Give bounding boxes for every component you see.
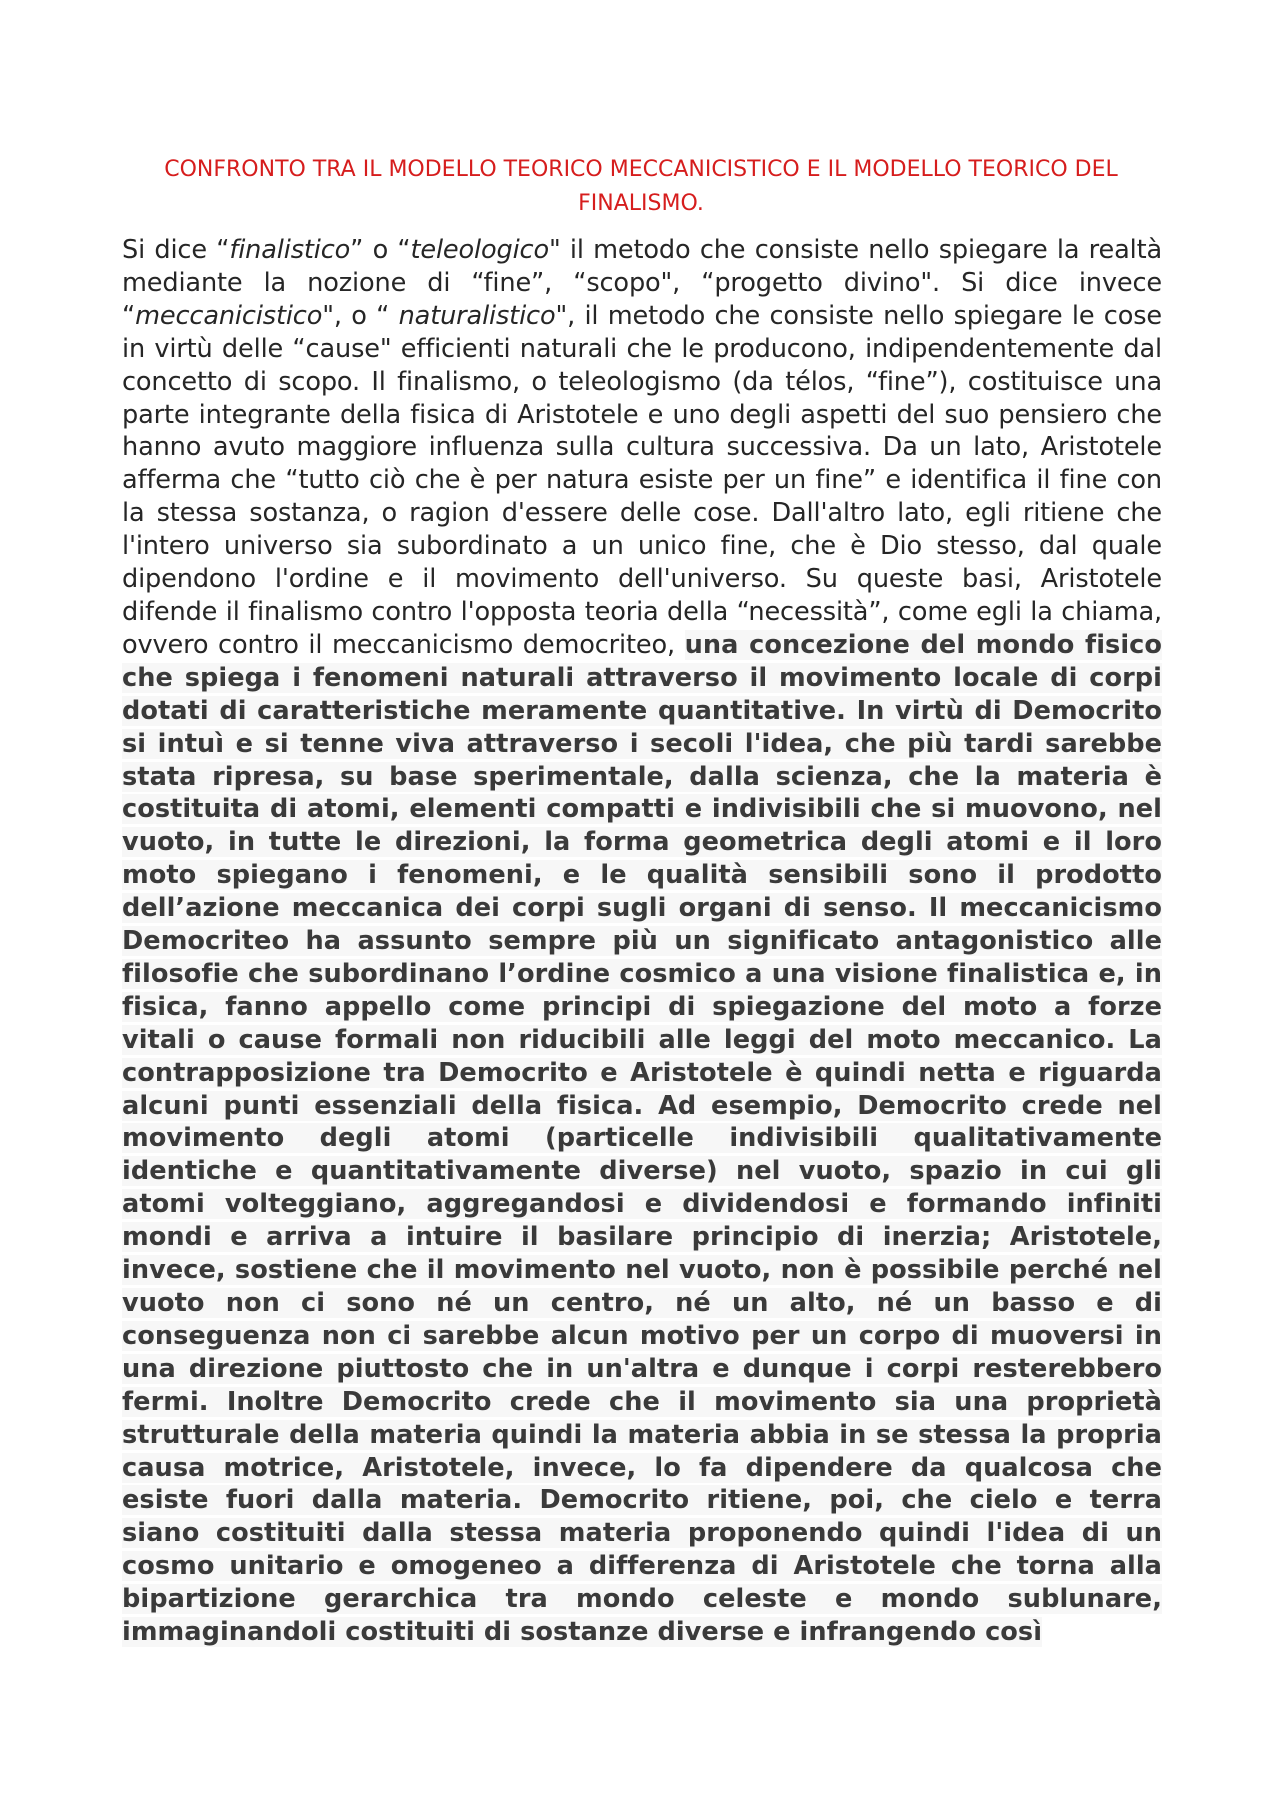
text-segment: " il metodo che consiste nello spiegare la realtà mediante la nozione di “fine”, “scopo", “progetto divino". Si dice invece “ — [122, 235, 1162, 331]
italic-term-meccanicistico: meccanicistico — [135, 300, 323, 331]
text-segment: ” o “ — [350, 235, 411, 265]
text-segment: Si dice “ — [122, 235, 230, 265]
text-segment: ", o “ — [322, 300, 399, 331]
italic-term-teleologico: teleologico — [410, 235, 549, 265]
body-paragraph — [122, 234, 1162, 1649]
document-title: CONFRONTO TRA IL MODELLO TEORICO MECCANICISTICO E IL MODELLO TEORICO DEL FINALISMO. — [164, 157, 1118, 216]
highlighted-bold-passage: una concezione del mondo fisico che spiega i fenomeni naturali attraverso il movimento locale di corpi dotati di caratteristiche meramente quantitative. In virtù di Democrito si intuì e si tenne viva attraverso i secoli l'idea, che più tardi sarebbe stata ripresa, su base sperimentale, dalla scienza, che la materia è costituita di atomi, elementi compatti e indivisibili che si muovono, nel vuoto, in tutte le direzioni, la forma geometrica degli atomi e il loro moto spiegano i fenomeni, e le qualità sensibili sono il prodotto dell’azione meccanica dei corpi sugli organi di senso. Il meccanicismo Democriteo ha assunto sempre più un significato antagonistico alle filosofie che subordinano l’ordine cosmico a una visione finalistica e, in fisica, fanno appello come principi di spiegazione del moto a forze vitali o cause formali non riducibili alle leggi del moto meccanico. La contrapposizione tra Democrito e Aristotele è quindi netta e riguarda alcuni punti essenziali della fisica. Ad esempio, Democrito crede nel movimento degli atomi (particelle indivisibili qualitativamente identiche e quantitativamente diverse) nel vuoto, spazio in cui gli atomi volteggiano, aggregandosi e dividendosi e formando infiniti mondi e arriva a intuire il basilare principio di inerzia; Aristotele, invece, sostiene che il movimento nel vuoto, non è possibile perché nel vuoto non ci sono né un centro, né un alto, né un basso e di conseguenza non ci sarebbe alcun motivo per un corpo di muoversi in una direzione piuttosto che in un'altra e dunque i corpi resterebbero fermi. Inoltre Democrito crede che il movimento sia una proprietà strutturale della materia quindi la materia abbia in se stessa la propria causa motrice, Aristotele, invece, lo fa dipendere da qualcosa che esiste fuori dalla materia. Democrito ritiene, poi, che cielo e terra siano costituiti dalla stessa materia proponendo quindi l'idea di un cosmo unitario e omogeneo a differenza di Aristotele che torna alla bipartizione gerarchica tra mondo celeste e mondo sublunare, immaginandoli costituiti di sostanze diverse e infrangendo così — [122, 629, 1162, 1648]
text-segment: ", il metodo che consiste nello spiegare le cose in virtù delle “cause" efficienti naturali che le producono, indipendentemente dal concetto di scopo. Il finalismo, o teleologismo (da télos, “fine”), costituisce una parte integrante della fisica di Aristotele e uno degli aspetti del suo pensiero che hanno avuto maggiore influenza sulla cultura successiva. Da un lato, Aristotele afferma che “tutto ciò che è per natura esiste per un fine” e identifica il fine con la stessa sostanza, o ragion d'essere delle cose. Dall'altro lato, egli ritiene che l'intero universo sia subordinato a un unico fine, che è Dio stesso, dal quale dipendono l'ordine e il movimento dell'universo. Su queste basi, Aristotele difende il finalismo contro l'opposta teoria della “necessità”, come egli la chiama, ovvero contro il meccanicismo democriteo, — [122, 300, 1162, 660]
italic-term-finalistico: finalistico — [229, 235, 351, 265]
italic-term-naturalistico: naturalistico — [398, 300, 556, 331]
